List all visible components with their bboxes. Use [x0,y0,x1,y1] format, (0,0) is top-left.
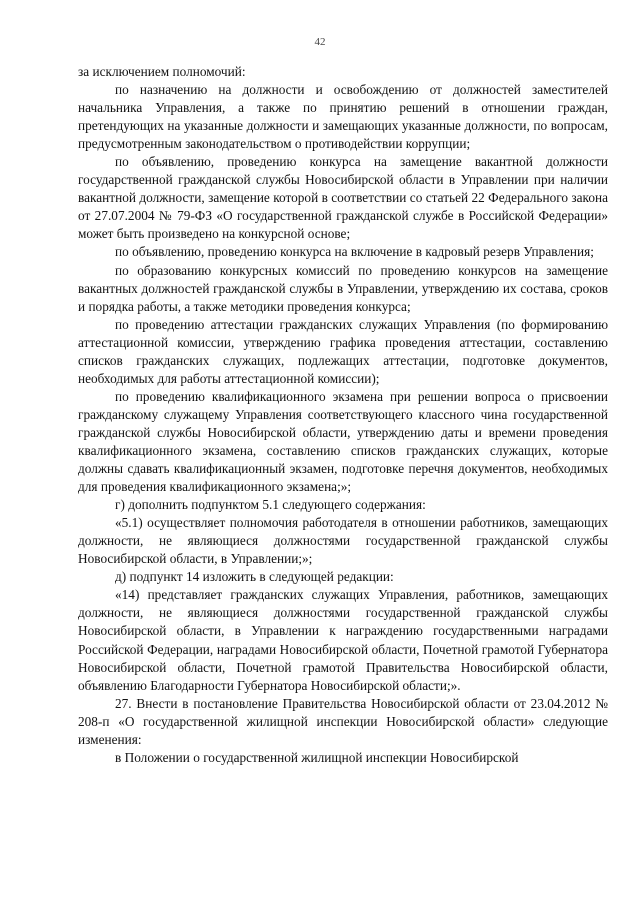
paragraph: по проведению квалификационного экзамена при решении вопроса о присвоении гражданскому служащему Управления соответствующего классного чина государственной гражданской службы Новосибирской области, утверждению даты и времени проведения квалификационного экзамена, составлению списков гражданских служащих, которые должны сдавать квалификационный экзамен, подготовке перечня документов, необходимых для проведения квалификационного экзамена;»; [78,388,608,495]
paragraph: за исключением полномочий: [78,64,246,79]
paragraph: д) подпункт 14 изложить в следующей редакции: [115,569,394,585]
paragraph: в Положении о государственной жилищной инспекции Новосибирской [115,749,519,765]
paragraph: 27. Внести в постановление Правительства Новосибирской области от 23.04.2012 № 208-п «О государственной жилищной инспекции Новосибирской области» следующие изменения: [78,695,608,747]
document-body [78,63,608,767]
paragraph: по проведению аттестации гражданских служащих Управления (по формированию аттестационной комиссии, утверждению графика проведения аттестации, составлению списков гражданских служащих, подлежащих аттестации, подготовке документов, необходимых для работы аттестационной комиссии); [78,316,608,386]
paragraph: «14) представляет гражданских служащих Управления, работников, замещающих должности, не являющиеся должностями государственной гражданской службы Новосибирской области, в Управлении к награждению государственными наградами Российской Федерации, наградами Новосибирской области, Почетной грамотой Губернатора Новосибирской области, Почетной грамотой Правительства Новосибирской области, объявлению Благодарности Губернатора Новосибирской области;». [78,587,608,693]
paragraph: по образованию конкурсных комиссий по проведению конкурсов на замещение вакантных должностей гражданской службы в Управлении, утверждению их состава, сроков и порядка работы, а также методики проведения конкурса; [78,262,608,314]
paragraph: по назначению на должности и освобождению от должностей заместителей начальника Управления, а также по принятию решений в отношении граждан, претендующих на указанные должности и замещающих указанные должности, по вопросам, предусмотренным законодательством о противодействии коррупции; [78,82,608,152]
paragraph: по объявлению, проведению конкурса на включение в кадровый резерв Управления; [115,244,594,260]
paragraph: «5.1) осуществляет полномочия работодателя в отношении работников, замещающих должности, не являющиеся должностями государственной гражданской службы Новосибирской области, в Управлении;»; [78,515,608,567]
paragraph: по объявлению, проведению конкурса на замещение вакантной должности государственной гражданской службы Новосибирской области в Управлении при наличии вакантной должности, замещение которой в соответствии со статьей 22 Федерального закона от 27.07.2004 № 79-ФЗ «О государственной гражданской службе в Российской Федерации» может быть произведено на конкурсной основе; [78,154,608,242]
page-number: 42 [314,36,326,48]
paragraph: г) дополнить подпунктом 5.1 следующего содержания: [115,497,426,513]
